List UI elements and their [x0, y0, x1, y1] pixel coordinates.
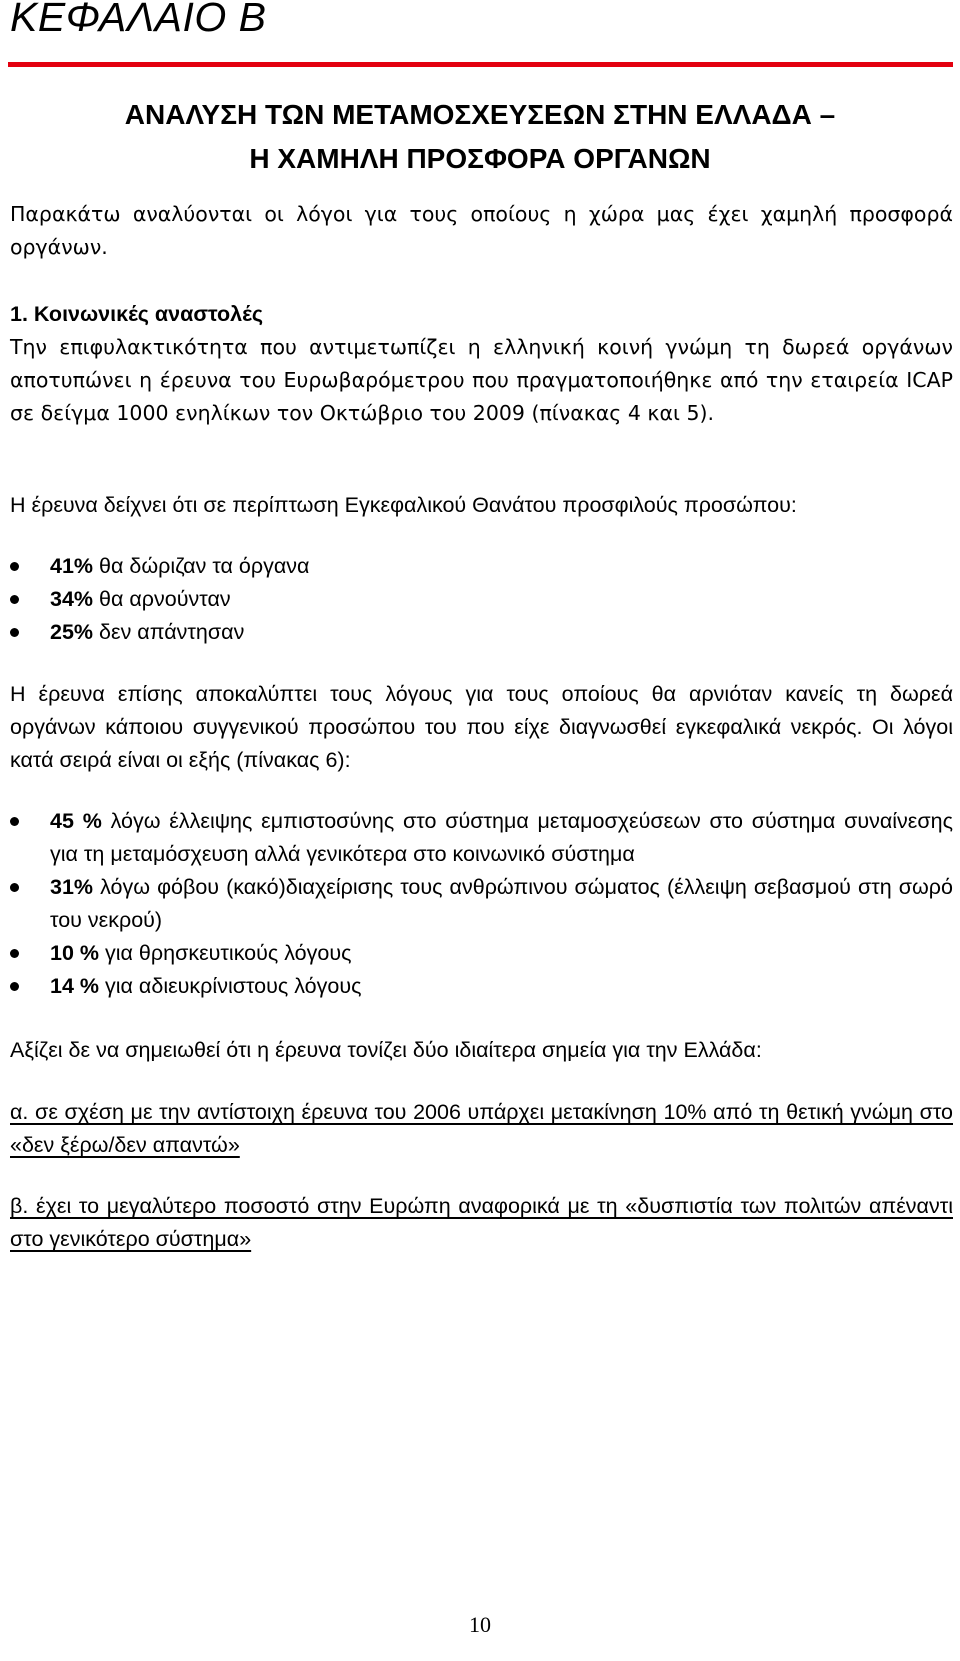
- percentage: 34%: [50, 587, 94, 611]
- reasons-paragraph: Η έρευνα επίσης αποκαλύπτει τους λόγους για τους οποίους θα αρνιόταν κανείς τη δωρεά οργάνων κάποιου συγγενικού προσώπου του που είχε διαγνωσθεί εγκεφαλικά νεκρός. Οι λόγοι κατά σειρά είναι οι εξής (πίνακας 6):: [10, 682, 953, 772]
- list-item: [10, 970, 953, 1003]
- section-title-line-1: ΑΝΑΛΥΣΗ ΤΩΝ ΜΕΤΑΜΟΣΧΕΥΣΕΩΝ ΣΤΗΝ ΕΛΛΑΔΑ –: [124, 99, 836, 130]
- bullet-icon: [10, 628, 19, 637]
- percentage: 41%: [50, 554, 94, 578]
- intro-paragraph: Παρακάτω αναλύονται οι λόγοι για τους οποίους η χώρα μας έχει χαμηλή προσφορά οργάνων.: [10, 202, 953, 259]
- chapter-title: ΚΕΦΑΛΑΙΟ Β: [10, 0, 267, 40]
- bullet-icon: [10, 982, 19, 991]
- page-number: 10: [469, 1612, 491, 1637]
- percentage: 45 %: [50, 809, 102, 833]
- red-divider-rule: [8, 62, 953, 67]
- bullet-icon: [10, 949, 19, 958]
- list-item-text: δεν απάντησαν: [93, 620, 245, 644]
- percentage: 14 %: [50, 974, 100, 998]
- bullet-icon: [10, 595, 19, 604]
- note-b: β. έχει το μεγαλύτερο ποσοστό στην Ευρώπη αναφορικά με τη «δυσπιστία των πολιτών απέναντι στο γενικότερο σύστημα»: [10, 1194, 953, 1251]
- list-item: [10, 937, 953, 970]
- list-item: [10, 805, 953, 871]
- list-item: [10, 583, 953, 616]
- list-item-text: θα αρνούνταν: [93, 587, 231, 611]
- section-title-line-2: Η ΧΑΜΗΛΗ ΠΡΟΣΦΟΡΑ ΟΡΓΑΝΩΝ: [249, 143, 711, 174]
- list-item: [10, 871, 953, 937]
- percentage: 10 %: [50, 941, 100, 965]
- survey-intro: Η έρευνα δείχνει ότι σε περίπτωση Εγκεφαλικού Θανάτου προσφιλούς προσώπου:: [10, 493, 797, 517]
- list-item-text: για αδιευκρίνιστους λόγους: [99, 974, 362, 998]
- list-item: [10, 550, 953, 583]
- percentage: 25%: [50, 620, 94, 644]
- bullet-icon: [10, 883, 19, 892]
- subsection-heading: 1. Κοινωνικές αναστολές: [10, 302, 264, 326]
- list-item: [10, 616, 953, 649]
- percentage: 31%: [50, 875, 94, 899]
- bullet-icon: [10, 562, 19, 571]
- bullet-icon: [10, 817, 19, 826]
- list-item-text: λόγω φόβου (κακό)διαχείρισης τους ανθρώπινου σώματος (έλλειψη σεβασμού στη σωρό του νεκρού): [50, 875, 953, 932]
- list-item-text: θα δώριζαν τα όργανα: [93, 554, 310, 578]
- notes-intro: Αξίζει δε να σημειωθεί ότι η έρευνα τονίζει δύο ιδιαίτερα σημεία για την Ελλάδα:: [10, 1038, 762, 1062]
- list-item-text: λόγω έλλειψης εμπιστοσύνης στο σύστημα μεταμοσχεύσεων στο σύστημα συναίνεσης για τη μεταμόσχευση αλλά γενικότερα στο κοινωνικό σύστημα: [50, 809, 953, 866]
- subsection-paragraph: Την επιφυλακτικότητα που αντιμετωπίζει η ελληνική κοινή γνώμη τη δωρεά οργάνων αποτυπώνει η έρευνα του Ευρωβαρόμετρου που πραγματοποιήθηκε από την εταιρεία ICAP σε δείγμα 1000 ενηλίκων τον Οκτώβριο του 2009 (πίνακας 4 και 5).: [10, 335, 953, 425]
- list-item-text: για θρησκευτικούς λόγους: [99, 941, 352, 965]
- note-a: α. σε σχέση με την αντίστοιχη έρευνα του 2006 υπάρχει μετακίνηση 10% από τη θετική γνώμη στο «δεν ξέρω/δεν απαντώ»: [10, 1100, 953, 1157]
